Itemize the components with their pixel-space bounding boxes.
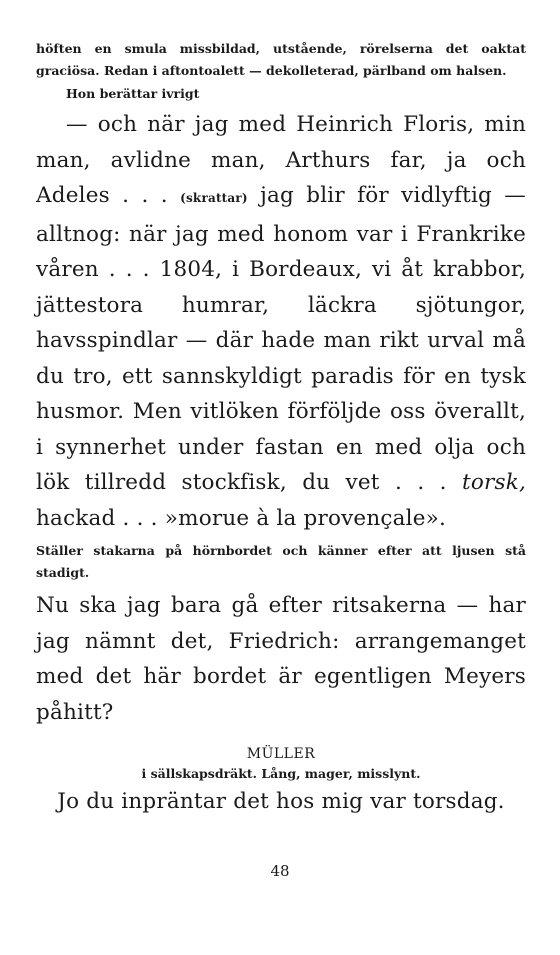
emphasis-text: torsk, (462, 470, 526, 495)
speech-text: hackad . . . »morue à la provençale». (36, 505, 447, 531)
speech-paragraph: Nu ska jag bara gå efter ritsakerna — har jag nämnt det, Friedrich: arrangemanget med det här bordet är egentligen Meyers påhitt? (36, 593, 526, 725)
page-body (36, 38, 526, 820)
speech-text: — och när jag med Heinrich Floris, min man, avlidne man, Arthurs far, ja och Adeles . . . (36, 112, 526, 208)
speaker-name: MÜLLER (246, 746, 316, 762)
stage-direction: Hon berättar ivrigt (66, 86, 200, 101)
speech-paragraph: Jo du inpräntar det hos mig var torsdag. (57, 789, 505, 814)
stage-aside: (skrattar) (180, 191, 248, 205)
speech-text: jag blir för vidlyftig — alltnog: när jag med honom var i Frankrike våren . . . 1804, i Bordeaux, vi åt krabbor, jättestora humrar, läckra sjötungor, havsspindlar — där hade man rikt urval må du tro, ett sannskyldigt paradis för en tysk husmor. Men vitlöken förföljde oss överallt, i synnerhet under fastan en med olja och lök tillredd stockfisk, du vet . . . (36, 183, 526, 495)
speaker-description: i sällskapsdräkt. Lång, mager, misslynt. (141, 766, 421, 781)
speech-paragraph (36, 107, 526, 536)
page-number: 48 (270, 862, 290, 880)
stage-direction: Ställer stakarna på hörnbordet och känner efter att ljusen stå stadigt. (36, 543, 526, 580)
stage-direction: höften en smula missbildad, utstående, rörelserna det oaktat graciösa. Redan i aftontoalett — dekolleterad, pärlband om halsen. (36, 41, 526, 78)
